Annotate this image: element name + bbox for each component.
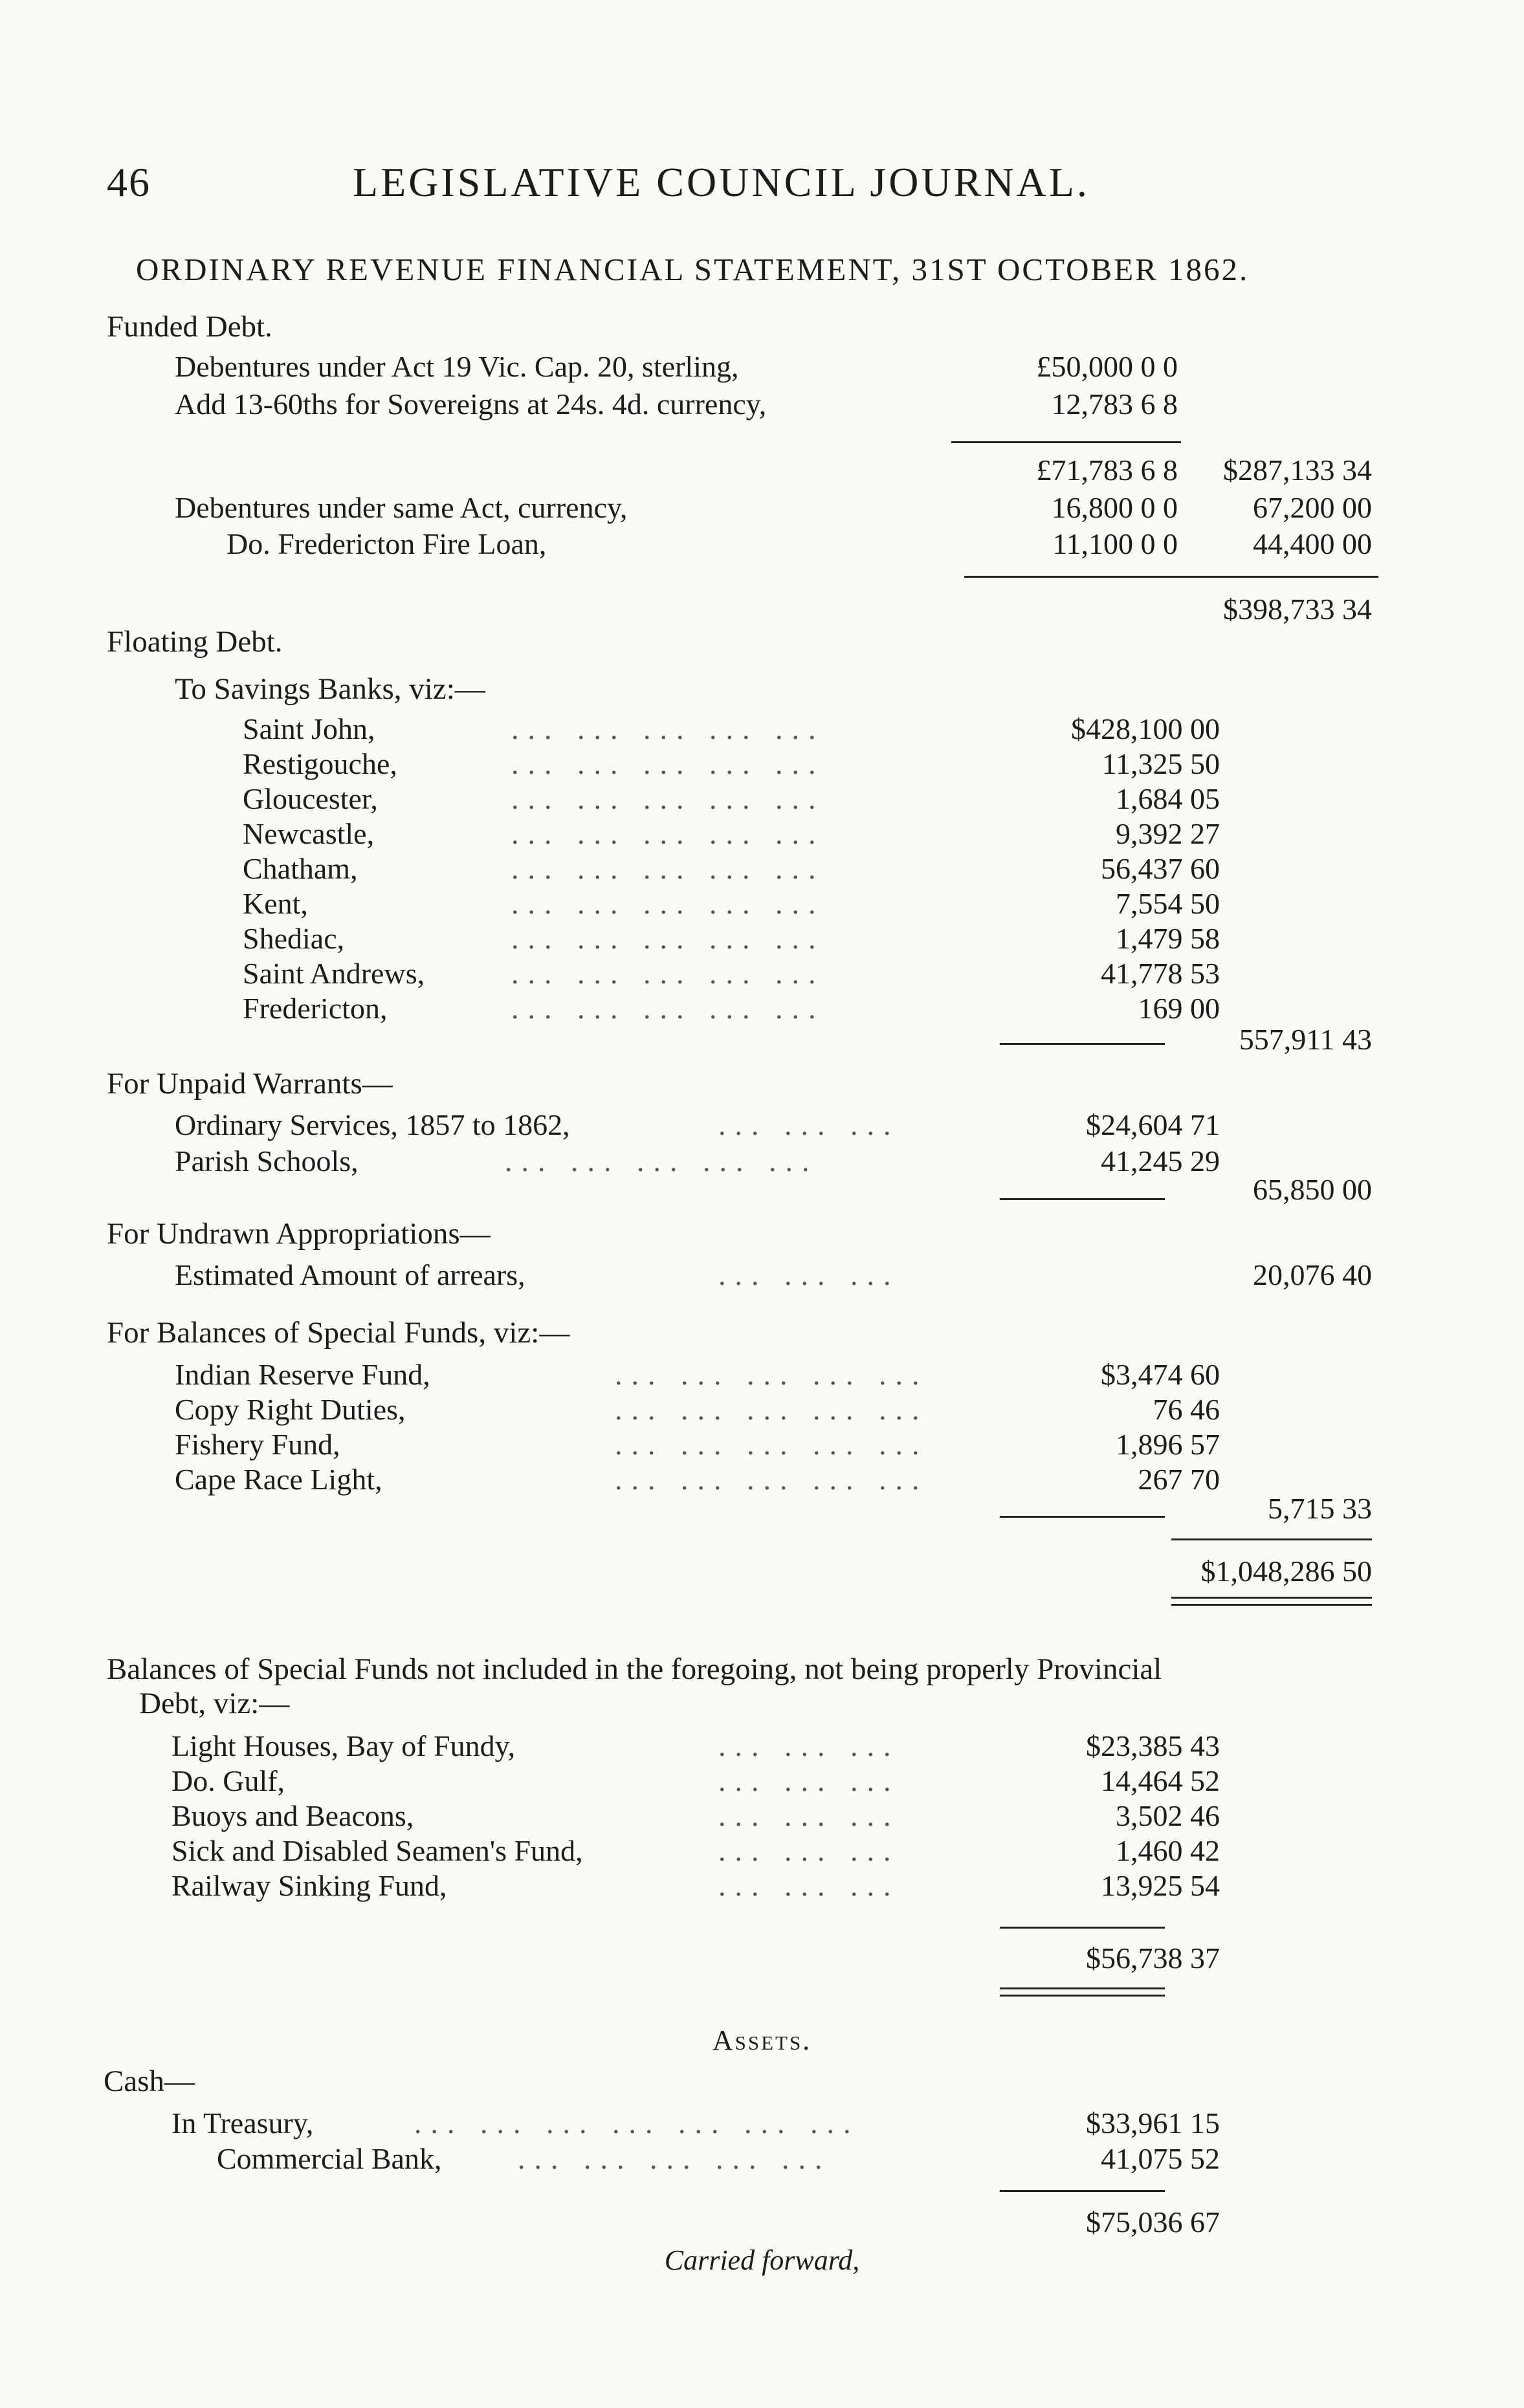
savings-bank-row-label: Kent, — [243, 887, 308, 920]
not-included-row-amount: 1,460 42 — [1116, 1834, 1220, 1867]
savings-bank-row-label: Gloucester, — [243, 782, 378, 815]
not-included-row — [0, 1833, 1524, 1872]
savings-bank-row-label: Shediac, — [243, 922, 345, 955]
leader-dots: ... ... ... ... ... — [615, 1358, 929, 1391]
savings-bank-row — [0, 851, 1524, 890]
savings-bank-row — [0, 747, 1524, 785]
savings-bank-row-amount: 56,437 60 — [1101, 852, 1220, 885]
leader-dots: ... ... ... — [718, 1869, 900, 1902]
leader-dots: ... ... ... ... ... — [615, 1463, 929, 1496]
special-fund-row-amount: 76 46 — [1153, 1393, 1220, 1426]
funded-subtotal-dollars: $287,133 34 — [1223, 454, 1372, 487]
not-included-row-label: Railway Sinking Fund, — [171, 1869, 447, 1902]
funded-fire-row — [0, 527, 1524, 565]
funded-fire-dollars: 44,400 00 — [1253, 527, 1372, 560]
leader-dots: ... ... ... ... ... — [505, 1144, 819, 1177]
leader-dots: ... ... ... ... ... — [511, 957, 825, 990]
special-fund-row-label: Cape Race Light, — [175, 1463, 382, 1496]
warrants-ordinary-label: Ordinary Services, 1857 to 1862, — [175, 1108, 570, 1141]
special-fund-row-label: Indian Reserve Fund, — [175, 1358, 430, 1391]
rule-notinc — [1000, 1927, 1165, 1929]
savings-bank-row — [0, 886, 1524, 925]
not-included-row-label: Buoys and Beacons, — [171, 1799, 414, 1832]
rule-grand-double — [1171, 1597, 1372, 1606]
floating-debt-heading: Floating Debt. — [107, 625, 283, 659]
rule-grand-top — [1171, 1538, 1372, 1540]
warrants-schools-label: Parish Schools, — [175, 1144, 359, 1177]
undrawn-label: Estimated Amount of arrears, — [175, 1258, 525, 1291]
leader-dots: ... ... ... — [718, 1108, 900, 1141]
savings-bank-row-label: Newcastle, — [243, 817, 375, 850]
savings-bank-row-amount: 9,392 27 — [1116, 817, 1220, 850]
funded-currency-label: Debentures under same Act, currency, — [175, 491, 628, 524]
leader-dots: ... ... ... ... ... — [511, 922, 825, 955]
leader-dots: ... ... ... — [718, 1764, 900, 1797]
funded-fire-sterling: 11,100 0 0 — [1052, 527, 1178, 560]
undrawn-amount: 20,076 40 — [1253, 1258, 1372, 1291]
special-fund-row — [0, 1357, 1524, 1396]
treasury-row — [0, 2106, 1524, 2145]
rule-funded-1 — [951, 441, 1181, 443]
not-included-row-label: Do. Gulf, — [171, 1764, 285, 1797]
not-included-row — [0, 1799, 1524, 1837]
leader-dots: ... ... ... ... ... — [511, 992, 825, 1025]
savings-bank-row-label: Saint Andrews, — [243, 957, 425, 990]
leader-dots: ... ... ... ... ... — [511, 852, 825, 885]
savings-bank-row-label: Saint John, — [243, 712, 375, 745]
special-fund-row-label: Fishery Fund, — [175, 1428, 340, 1461]
special-fund-row-label: Copy Right Duties, — [175, 1393, 406, 1426]
savings-bank-row — [0, 712, 1524, 750]
warrants-heading: For Unpaid Warrants— — [107, 1067, 393, 1100]
not-included-row-label: Light Houses, Bay of Fundy, — [171, 1729, 516, 1762]
funded-subtotal-row — [0, 453, 1524, 492]
savings-bank-row-amount: $428,100 00 — [1071, 712, 1220, 745]
funded-fire-label: Do. Fredericton Fire Loan, — [226, 527, 547, 560]
savings-banks-heading: To Savings Banks, viz:— — [175, 672, 485, 706]
leader-dots: ... ... ... ... ... — [511, 747, 825, 780]
not-included-heading-1: Balances of Special Funds not included in the foregoing, not being properly Provincial — [107, 1652, 1162, 1686]
funded-sterling-label: Debentures under Act 19 Vic. Cap. 20, sterling, — [175, 350, 739, 383]
bank-row — [0, 2141, 1524, 2180]
not-included-row-amount: 13,925 54 — [1101, 1869, 1220, 1902]
funded-sterling-row — [0, 349, 1524, 388]
savings-bank-row-amount: 41,778 53 — [1101, 957, 1220, 990]
leader-dots: ... ... ... ... ... — [511, 782, 825, 815]
grand-total: $1,048,286 50 — [1200, 1555, 1372, 1588]
grand-total-row — [0, 1554, 1524, 1593]
not-included-row-amount: 14,464 52 — [1101, 1764, 1220, 1797]
not-included-total: $56,738 37 — [1086, 1942, 1220, 1975]
banks-total-row — [0, 1022, 1524, 1061]
rule-funded-2 — [964, 576, 1378, 578]
funded-add-label: Add 13-60ths for Sovereigns at 24s. 4d. currency, — [175, 388, 767, 421]
savings-bank-row — [0, 921, 1524, 960]
not-included-row-amount: $23,385 43 — [1086, 1729, 1220, 1762]
funded-sterling-amount: £50,000 0 0 — [1036, 350, 1178, 383]
leader-dots: ... ... ... ... ... — [511, 887, 825, 920]
not-included-row — [0, 1868, 1524, 1907]
funded-currency-sterling: 16,800 0 0 — [1051, 491, 1178, 524]
rule-notinc-double — [1000, 1987, 1165, 1997]
special-total: 5,715 33 — [1268, 1492, 1372, 1525]
savings-bank-row-label: Chatham, — [243, 852, 358, 885]
savings-bank-row — [0, 956, 1524, 995]
savings-bank-row — [0, 782, 1524, 820]
special-total-row — [0, 1491, 1524, 1530]
leader-dots: ... ... ... ... ... — [511, 817, 825, 850]
banks-total: 557,911 43 — [1239, 1023, 1372, 1056]
funded-currency-dollars: 67,200 00 — [1253, 491, 1372, 524]
savings-bank-row-amount: 11,325 50 — [1101, 747, 1220, 780]
statement-title: ORDINARY REVENUE FINANCIAL STATEMENT, 31ST OCTOBER 1862. — [136, 252, 1250, 287]
treasury-label: In Treasury, — [171, 2107, 314, 2140]
warrants-total-row — [0, 1172, 1524, 1211]
not-included-heading-2: Debt, viz:— — [139, 1687, 290, 1720]
leader-dots: ... ... ... — [718, 1258, 900, 1291]
assets-total-row — [0, 2205, 1524, 2244]
funded-debt-heading: Funded Debt. — [107, 310, 272, 344]
page-number: 46 — [107, 159, 151, 205]
not-included-row-label: Sick and Disabled Seamen's Fund, — [171, 1834, 583, 1867]
warrants-total: 65,850 00 — [1253, 1173, 1372, 1206]
savings-bank-row-label: Restigouche, — [243, 747, 397, 780]
not-included-row-amount: 3,502 46 — [1116, 1799, 1220, 1832]
special-fund-row — [0, 1427, 1524, 1466]
not-included-row — [0, 1729, 1524, 1768]
cash-heading: Cash— — [104, 2064, 195, 2098]
special-fund-row-amount: 1,896 57 — [1116, 1428, 1220, 1461]
leader-dots: ... ... ... ... ... — [615, 1393, 929, 1426]
savings-bank-row-amount: 1,684 05 — [1116, 782, 1220, 815]
leader-dots: ... ... ... — [718, 1834, 900, 1867]
not-included-total-row — [0, 1941, 1524, 1980]
funded-subtotal-sterling: £71,783 6 8 — [1036, 454, 1178, 487]
leader-dots: ... ... ... ... ... — [615, 1428, 929, 1461]
journal-title: LEGISLATIVE COUNCIL JOURNAL. — [353, 159, 1090, 205]
special-fund-row-amount: $3,474 60 — [1101, 1358, 1220, 1391]
leader-dots: ... ... ... — [718, 1729, 900, 1762]
treasury-amount: $33,961 15 — [1086, 2107, 1220, 2140]
funded-add-row — [0, 387, 1524, 426]
savings-bank-row-label: Fredericton, — [243, 992, 388, 1025]
leader-dots: ... ... ... ... ... — [511, 712, 825, 745]
funded-add-amount: 12,783 6 8 — [1051, 388, 1178, 421]
savings-bank-row-amount: 169 00 — [1138, 992, 1220, 1025]
savings-bank-row-amount: 7,554 50 — [1116, 887, 1220, 920]
assets-total: $75,036 67 — [1086, 2206, 1220, 2238]
funded-currency-row — [0, 490, 1524, 529]
savings-bank-row — [0, 816, 1524, 855]
leader-dots: ... ... ... — [718, 1799, 900, 1832]
special-heading: For Balances of Special Funds, viz:— — [107, 1316, 570, 1350]
leader-dots: ... ... ... ... ... ... ... — [414, 2107, 860, 2140]
warrants-ordinary-amount: $24,604 71 — [1086, 1108, 1220, 1141]
undrawn-row — [0, 1258, 1524, 1297]
special-fund-row — [0, 1392, 1524, 1431]
rule-assets — [1000, 2190, 1165, 2192]
special-fund-row-amount: 267 70 — [1138, 1463, 1220, 1496]
warrants-ordinary-row — [0, 1108, 1524, 1146]
assets-heading: Assets. — [712, 2024, 812, 2056]
bank-amount: 41,075 52 — [1101, 2142, 1220, 2175]
funded-total: $398,733 34 — [1223, 593, 1372, 626]
savings-bank-row-amount: 1,479 58 — [1116, 922, 1220, 955]
bank-label: Commercial Bank, — [217, 2142, 442, 2175]
carried-forward: Carried forward, — [664, 2244, 860, 2276]
undrawn-heading: For Undrawn Appropriations— — [107, 1217, 491, 1251]
not-included-row — [0, 1764, 1524, 1802]
warrants-schools-amount: 41,245 29 — [1101, 1144, 1220, 1177]
leader-dots: ... ... ... ... ... — [518, 2142, 832, 2175]
